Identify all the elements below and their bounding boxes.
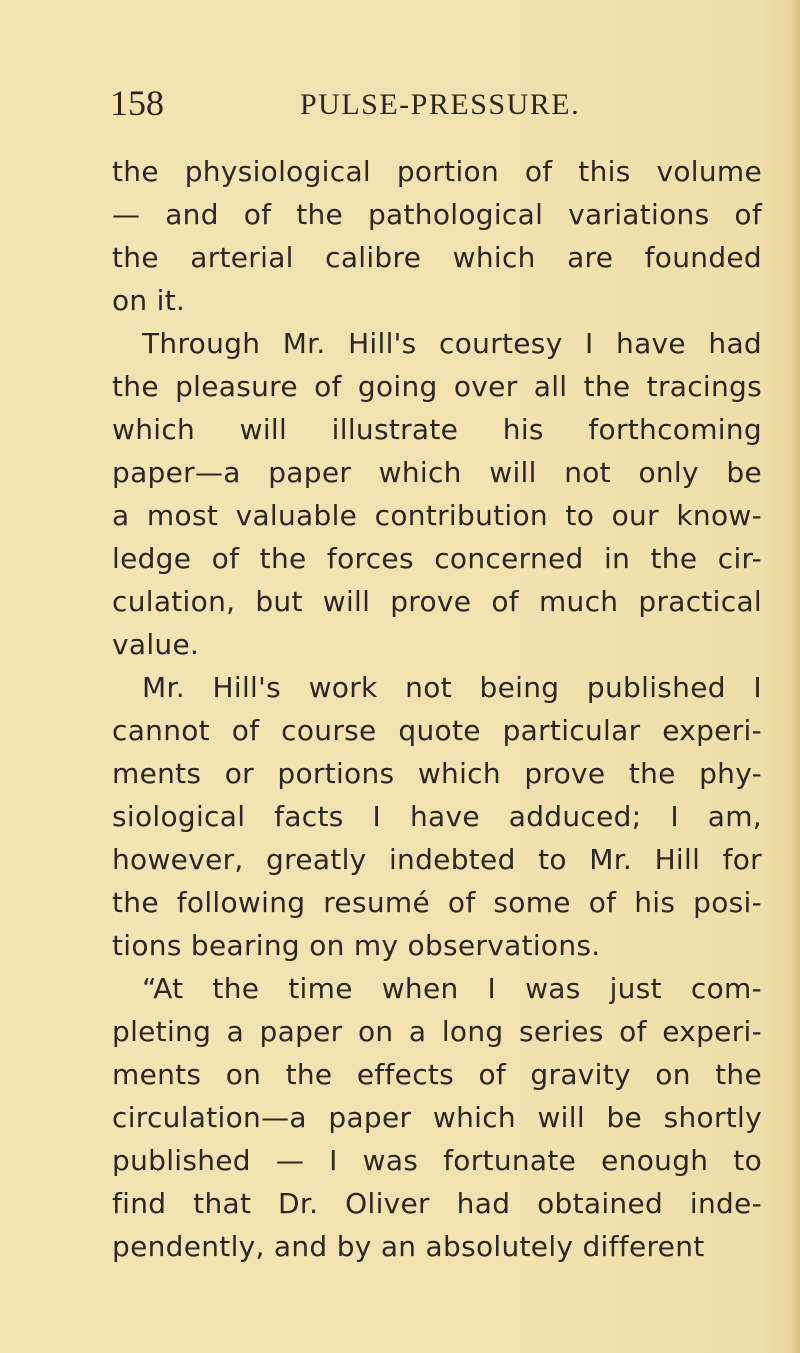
text-line: “At the time when I was just com- — [142, 972, 762, 1005]
text-line: ments on the effects of gravity on the — [112, 1058, 762, 1091]
text-line: pendently, and by an absolutely different — [112, 1230, 705, 1263]
text-line: paper—a paper which will not only be — [112, 456, 762, 489]
page-number: 158 — [110, 83, 164, 123]
text-line: however, greatly indebted to Mr. Hill for — [112, 843, 762, 876]
text-line: find that Dr. Oliver had obtained inde- — [112, 1187, 762, 1220]
page-edge-shadow — [790, 0, 800, 1353]
text-line: on it. — [112, 284, 186, 317]
text-line: pleting a paper on a long series of experi- — [112, 1015, 762, 1048]
text-line: the pleasure of going over all the tracings — [112, 370, 762, 403]
text-line: culation, but will prove of much practical — [112, 585, 762, 618]
text-line: the arterial calibre which are founded — [112, 241, 762, 274]
page-header — [110, 82, 750, 130]
text-line: cannot of course quote particular experi- — [112, 714, 762, 747]
text-line: tions bearing on my observations. — [112, 929, 601, 962]
text-line: which will illustrate his forthcoming — [112, 413, 762, 446]
body-text — [112, 150, 762, 1268]
text-line: Mr. Hill's work not being published I — [142, 671, 762, 704]
text-line: published — I was fortunate enough to — [112, 1144, 762, 1177]
text-line: the following resumé of some of his posi- — [112, 886, 762, 919]
text-line: circulation—a paper which will be shortly — [112, 1101, 762, 1134]
text-line: value. — [112, 628, 200, 661]
running-head: PULSE-PRESSURE. — [300, 88, 581, 121]
text-line: ledge of the forces concerned in the cir- — [112, 542, 762, 575]
text-line: Through Mr. Hill's courtesy I have had — [142, 327, 762, 360]
text-line: the physiological portion of this volume — [112, 155, 762, 188]
text-line: siological facts I have adduced; I am, — [112, 800, 762, 833]
text-line: a most valuable contribution to our know- — [112, 499, 762, 532]
text-line: ments or portions which prove the phy- — [112, 757, 762, 790]
text-line: — and of the pathological variations of — [112, 198, 762, 231]
